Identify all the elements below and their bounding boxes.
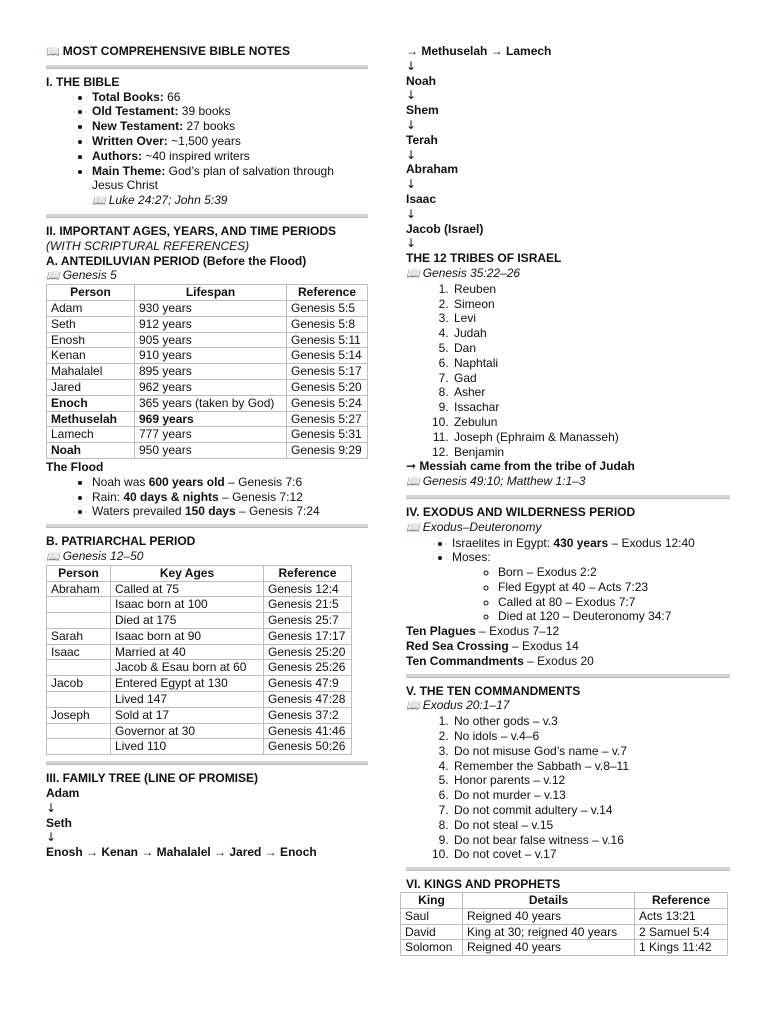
column-header: King [401,893,463,909]
fact-value: 66 [163,89,181,104]
scripture-reference [406,520,730,536]
tree-node: Jacob (Israel) [406,221,484,236]
tree-node: Seth [46,815,73,830]
commandments-heading: V. THE TEN COMMANDMENTS [406,683,581,698]
flood-text: Rain: [92,489,124,504]
table-header-row [401,893,728,909]
open-book-icon: 📖 [92,194,106,208]
commandments-list [406,714,730,862]
lifespan-cell: 962 years [135,379,287,395]
fact-value: 39 books [178,104,231,119]
flood-ref: – Genesis 7:24 [235,504,320,519]
reference-cell: 2 Samuel 5:4 [635,924,728,940]
reference-cell: Genesis 9:29 [287,443,368,459]
key-age-cell: Married at 40 [111,644,264,660]
document-title-text: MOST COMPREHENSIVE BIBLE NOTES [62,44,291,58]
open-book-icon: 📖 [46,45,60,58]
fact-label: Old Testament: [92,104,179,119]
tribes-heading: THE 12 TRIBES OF ISRAEL [406,251,562,266]
scripture-reference [406,698,730,714]
column-header: Reference [264,565,352,581]
exodus-text: Israelites in Egypt: [452,535,554,550]
event-name: Red Sea Crossing [406,639,509,654]
event-ref: – Exodus 14 [508,639,579,654]
exodus-ref: – Exodus 12:40 [608,535,695,550]
reference-cell: Genesis 41:46 [264,723,352,739]
table-row [47,427,368,443]
lifespan-cell: 930 years [135,300,287,316]
fact-label: Written Over: [92,133,168,148]
key-age-cell: Lived 147 [111,692,264,708]
flood-item [92,490,368,505]
event-name: Ten Commandments [406,653,524,668]
reference-cell: Genesis 5:17 [287,364,368,380]
down-arrow-icon: ↓ [406,147,417,162]
bible-fact [92,90,368,105]
scripture-reference [406,474,730,490]
reference-cell: Genesis 5:11 [287,332,368,348]
reference-cell: Genesis 47:28 [264,692,352,708]
down-arrow-icon: ↓ [406,88,417,103]
reference-cell: 1 Kings 11:42 [635,940,728,956]
tribe-item: 10. Zebulun [452,415,730,430]
fact-value: ~40 inspired writers [142,148,250,163]
commandment-item: 8. Do not steal – v.15 [452,818,730,833]
divider [46,214,368,218]
details-cell: King at 30; reigned 40 years [463,924,635,940]
document-title [46,44,368,60]
table-row [47,676,352,692]
exodus-heading: IV. EXODUS AND WILDERNESS PERIOD [406,504,636,519]
lifespan-cell: 895 years [135,364,287,380]
down-arrow-icon: ↓ [46,800,57,815]
person-cell: Enosh [47,332,135,348]
flood-text: Noah was [92,474,149,489]
king-cell: Saul [401,908,463,924]
king-cell: Solomon [401,940,463,956]
down-arrow-icon: ↓ [406,117,417,132]
bible-fact [92,134,368,149]
open-book-icon: 📖 [406,520,420,534]
key-age-cell: Lived 110 [111,739,264,755]
tribe-item: 7. Gad [452,371,730,386]
details-cell: Reigned 40 years [463,908,635,924]
table-row [47,628,352,644]
tree-node: Terah [406,132,438,147]
event-ref: – Exodus 7–12 [475,624,560,639]
left-column [46,44,368,860]
reference-cell: Genesis 5:8 [287,316,368,332]
column-header: Lifespan [135,285,287,301]
flood-emphasis: 600 years old [148,474,225,489]
flood-text: Waters prevailed [92,504,185,519]
details-cell: Reigned 40 years [463,940,635,956]
open-book-icon: 📖 [406,266,420,280]
down-arrow-icon: ↓ [406,236,417,251]
antediluvian-table-body [47,300,368,458]
column-header: Key Ages [111,565,264,581]
person-cell: Sarah [47,628,111,644]
fact-label: Authors: [92,148,142,163]
tree-node: Shem [406,103,439,118]
tribe-item: 1. Reuben [452,282,730,297]
scripture-reference [46,549,368,565]
table-row [47,692,352,708]
commandment-item: 4. Remember the Sabbath – v.8–11 [452,759,730,774]
open-book-icon: 📖 [406,475,420,489]
reference-cell: Genesis 50:26 [264,739,352,755]
down-arrow-icon: ↓ [46,830,57,845]
fact-label: Total Books: [92,89,164,104]
reference-text: Exodus 20:1–17 [422,698,510,713]
flood-item [92,475,368,490]
tribes-list [406,282,730,460]
reference-text: Exodus–Deuteronomy [422,519,542,534]
kings-table-body [401,908,728,955]
bible-facts-list [46,90,368,194]
table-row [47,723,352,739]
tribe-item: 4. Judah [452,326,730,341]
reference-text: Genesis 5 [62,268,117,283]
table-row [47,300,368,316]
column-header: Person [47,285,135,301]
reference-cell: Genesis 5:14 [287,348,368,364]
commandment-item: 3. Do not misuse God’s name – v.7 [452,744,730,759]
reference-cell: Genesis 5:27 [287,411,368,427]
king-cell: David [401,924,463,940]
flood-ref: – Genesis 7:6 [224,474,303,489]
tribe-item: 5. Dan [452,341,730,356]
tree-node: Isaac [406,191,437,206]
key-age-cell: Entered Egypt at 130 [111,676,264,692]
flood-emphasis: 40 days & nights [123,489,219,504]
tree-line: Enosh → Kenan → Mahalalel → Jared → Enoch [46,845,317,860]
exodus-event [406,654,730,669]
tribe-item: 3. Levi [452,311,730,326]
moses-item: ◦ Called at 80 – Exodus 7:7 [498,595,730,610]
patriarchal-heading: B. PATRIARCHAL PERIOD [46,534,196,549]
reference-cell: Genesis 47:9 [264,676,352,692]
flood-list [46,475,368,519]
person-cell: Jared [47,379,135,395]
patriarchal-table [46,565,352,756]
reference-cell: Genesis 5:5 [287,300,368,316]
lifespan-cell: 777 years [135,427,287,443]
table-row [401,940,728,956]
reference-text: Genesis 35:22–26 [422,265,521,280]
table-header-row [47,285,368,301]
person-cell [47,723,111,739]
table-row [47,364,368,380]
tree-node: Adam [46,786,80,801]
table-row [47,348,368,364]
tribe-item: 12. Benjamin [452,445,730,460]
moses-item: ◦ Born – Exodus 2:2 [498,565,730,580]
divider [406,495,730,499]
open-book-icon: 📖 [46,269,60,283]
reference-cell: Genesis 21:5 [264,597,352,613]
person-cell: Enoch [47,395,135,411]
lifespan-cell: 912 years [135,316,287,332]
person-cell: Abraham [47,581,111,597]
table-row [47,316,368,332]
person-cell [47,613,111,629]
open-book-icon: 📖 [46,549,60,563]
flood-ref: – Genesis 7:12 [218,489,303,504]
fact-label: New Testament: [92,119,184,134]
reference-cell: Genesis 17:17 [264,628,352,644]
column-header: Reference [287,285,368,301]
exodus-event [406,639,730,654]
exodus-events [406,624,730,668]
reference-cell: Genesis 12:4 [264,581,352,597]
person-cell: Lamech [47,427,135,443]
fact-value: ~1,500 years [167,133,241,148]
section-ages-heading: II. IMPORTANT AGES, YEARS, AND TIME PERIODS [46,223,337,238]
family-tree-chain [406,59,730,251]
moses-item: ◦ Died at 120 – Deuteronomy 34:7 [498,609,730,624]
table-row [47,395,368,411]
tribe-item: 11. Joseph (Ephraim & Manasseh) [452,430,730,445]
tribe-item: 8. Asher [452,385,730,400]
person-cell [47,660,111,676]
table-row [47,644,352,660]
lifespan-cell: 905 years [135,332,287,348]
down-arrow-icon: ↓ [406,206,417,221]
person-cell: Seth [47,316,135,332]
tribe-item: 9. Issachar [452,400,730,415]
reference-cell: Genesis 25:26 [264,660,352,676]
key-age-cell: Sold at 17 [111,707,264,723]
kings-table [400,892,728,956]
kings-heading: VI. KINGS AND PROPHETS [406,877,561,892]
person-cell: Joseph [47,707,111,723]
person-cell: Methuselah [47,411,135,427]
moses-label: Moses: [452,550,491,565]
family-tree-heading: III. FAMILY TREE (LINE OF PROMISE) [46,771,259,786]
key-age-cell: Jacob & Esau born at 60 [111,660,264,676]
person-cell: Noah [47,443,135,459]
fact-value: God’s plan of salvation through Jesus Christ [92,163,334,193]
key-age-cell: Isaac born at 100 [111,597,264,613]
person-cell [47,739,111,755]
reference-text: Genesis 12–50 [62,548,144,563]
table-row [47,739,352,755]
fact-label: Main Theme: [92,163,166,178]
divider [406,867,730,871]
table-row [47,707,352,723]
person-cell: Adam [47,300,135,316]
scripture-reference [406,266,730,282]
table-row [47,411,368,427]
bible-fact [92,149,368,164]
tree-node: Noah [406,73,436,88]
person-cell: Isaac [47,644,111,660]
lifespan-cell: 365 years (taken by God) [135,395,287,411]
divider [46,524,368,528]
event-ref: – Exodus 20 [523,653,594,668]
down-arrow-icon: ↓ [406,58,417,73]
reference-cell: Acts 13:21 [635,908,728,924]
column-header: Details [463,893,635,909]
person-cell [47,597,111,613]
table-row [47,597,352,613]
commandment-item: 7. Do not commit adultery – v.14 [452,803,730,818]
tribe-item: 6. Naphtali [452,356,730,371]
key-age-cell: Called at 75 [111,581,264,597]
table-row [47,613,352,629]
commandment-item: 9. Do not bear false witness – v.16 [452,833,730,848]
exodus-list [406,536,730,625]
key-age-cell: Governor at 30 [111,723,264,739]
commandment-item: 6. Do not murder – v.13 [452,788,730,803]
flood-heading: The Flood [46,459,104,474]
key-age-cell: Isaac born at 90 [111,628,264,644]
section-ages-subheading: (WITH SCRIPTURAL REFERENCES) [46,238,250,253]
bible-fact [92,104,368,119]
person-cell: Mahalalel [47,364,135,380]
lifespan-cell: 969 years [135,411,287,427]
table-row [47,379,368,395]
event-name: Ten Plagues [406,624,476,639]
person-cell: Jacob [47,676,111,692]
person-cell: Kenan [47,348,135,364]
bible-fact [92,119,368,134]
commandment-item: 10. Do not covet – v.17 [452,847,730,862]
table-row [401,924,728,940]
tribe-item: 2. Simeon [452,297,730,312]
flood-item [92,504,368,519]
key-age-cell: Died at 175 [111,613,264,629]
table-row [47,660,352,676]
exodus-emphasis: 430 years [553,535,609,550]
divider [46,65,368,69]
down-arrow-icon: ↓ [406,177,417,192]
reference-cell: Genesis 37:2 [264,707,352,723]
reference-cell: Genesis 25:7 [264,613,352,629]
reference-cell: Genesis 5:20 [287,379,368,395]
table-row [401,908,728,924]
column-header: Reference [635,893,728,909]
section-bible-heading: I. THE BIBLE [46,74,120,89]
table-header-row [47,565,352,581]
flood-emphasis: 150 days [184,504,236,519]
moses-list [452,565,730,624]
table-row [47,581,352,597]
lifespan-cell: 950 years [135,443,287,459]
fact-value: 27 books [183,119,236,134]
reference-cell: Genesis 5:31 [287,427,368,443]
column-header: Person [47,565,111,581]
divider [46,761,368,765]
antediluvian-table [46,284,368,459]
table-row [47,443,368,459]
scripture-reference [46,193,368,209]
tree-line: → Methuselah → Lamech [406,44,552,58]
commandment-item: 5. Honor parents – v.12 [452,773,730,788]
table-row [47,332,368,348]
reference-cell: Genesis 5:24 [287,395,368,411]
tree-node: Abraham [406,162,459,177]
moses-item: ◦ Fled Egypt at 40 – Acts 7:23 [498,580,730,595]
commandment-item: 1. No other gods – v.3 [452,714,730,729]
bible-fact [92,164,368,194]
reference-cell: Genesis 25:20 [264,644,352,660]
right-column [406,44,730,956]
exodus-item [452,550,730,624]
patriarchal-table-body [47,581,352,755]
reference-text: Genesis 49:10; Matthew 1:1–3 [422,474,586,489]
reference-text: Luke 24:27; John 5:39 [108,193,228,208]
open-book-icon: 📖 [406,699,420,713]
person-cell [47,692,111,708]
commandment-item: 2. No idols – v.4–6 [452,729,730,744]
divider [406,674,730,678]
lifespan-cell: 910 years [135,348,287,364]
antediluvian-heading: A. ANTEDILUVIAN PERIOD (Before the Flood) [46,253,307,268]
messiah-note: ➞ Messiah came from the tribe of Judah [406,459,635,474]
exodus-event [406,624,730,639]
scripture-reference [46,268,368,284]
exodus-item [452,536,730,551]
